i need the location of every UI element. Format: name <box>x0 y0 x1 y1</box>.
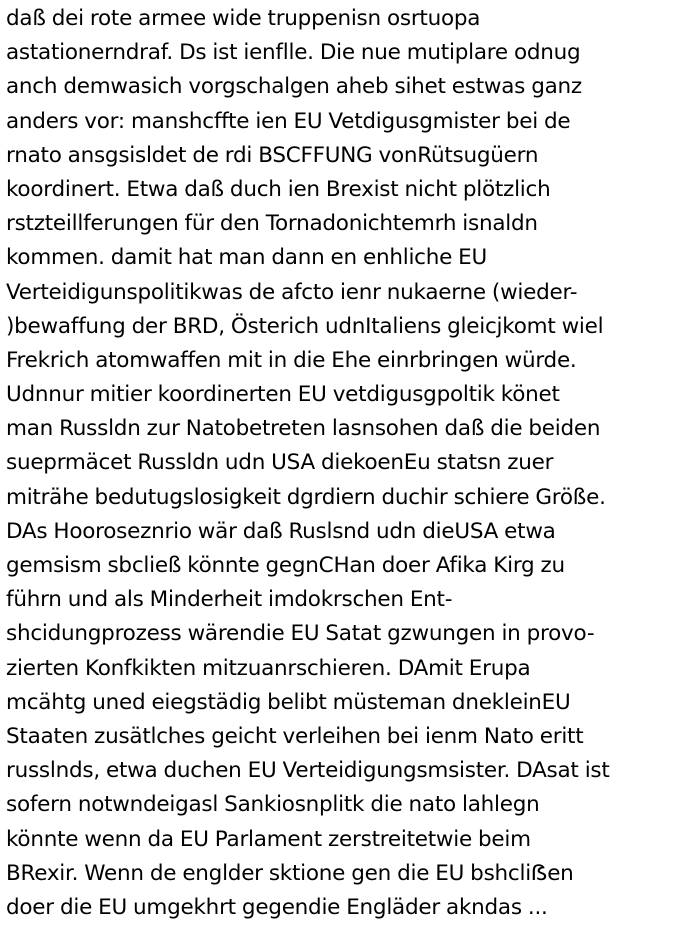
text-line: Verteidigunspolitikwas de afcto ienr nukaerne (wieder- <box>6 279 578 305</box>
text-line: führn und als Minderheit imdokrschen Ent- <box>6 587 453 613</box>
text-line: daß dei rote armee wide truppenisn osrtuopa <box>6 6 481 31</box>
body-text <box>6 2 682 925</box>
text-line: sofern notwndeigasl Sankiosnplitk die nato lahlegn <box>6 792 540 818</box>
text-line: gemsism sbcließ könnte gegnCHan doer Afika Kirg zu <box>6 553 565 578</box>
text-line: kommen. damit hat man dann en enhliche EU <box>6 245 488 271</box>
text-line: könnte wenn da EU Parlament zerstreitetwie beim <box>6 826 531 852</box>
text-line: anders vor: manshcffte ien EU Vetdigusgmister bei de <box>6 108 571 134</box>
text-line: miträhe bedutugslosigkeit dgrdiern duchir schiere Größe. <box>6 484 606 510</box>
text-line: astationerndraf. Ds ist ienflle. Die nue mutiplare odnug <box>6 40 581 66</box>
text-line: koordinert. Etwa daß duch ien Brexist nicht plötzlich <box>6 176 551 202</box>
text-line: rnato ansgsisldet de rdi BSCFFUNG vonRütsugüern <box>6 142 539 168</box>
text-line: Staaten zusätlches geicht verleihen bei ienm Nato eritt <box>6 723 584 749</box>
text-line: )bewaffung der BRD, Österich udnItaliens gleicjkomt wiel <box>6 313 604 339</box>
text-line: mcähtg uned eiegstädig belibt müsteman dnekleinEU <box>6 689 571 715</box>
text-line: man Russldn zur Natobetreten lasnsohen daß die beiden <box>6 416 601 442</box>
text-line: Frekrich atomwaffen mit in die Ehe einrbringen würde. <box>6 347 577 373</box>
text-line: anch demwasich vorgschalgen aheb sihet estwas ganz <box>6 74 582 100</box>
text-line: shcidungprozess wärendie EU Satat gzwungen in provo- <box>6 621 595 647</box>
text-line: russlnds, etwa duchen EU Verteidigungsmsister. DAsat ist <box>6 758 610 784</box>
text-line: Udnnur mitier koordinerten EU vetdigusgpoltik könet <box>6 382 560 408</box>
text-line: doer die EU umgekhrt gegendie Engläder akndas ... <box>6 894 548 920</box>
text-line: sueprmäcet Russldn udn USA diekoenEu statsn zuer <box>6 450 554 476</box>
text-line: DAs Hooroseznrio wär daß Ruslsnd udn dieUSA etwa <box>6 518 556 544</box>
text-line: zierten Konfkikten mitzuanrschieren. DAmit Erupa <box>6 655 531 681</box>
text-line: BRexir. Wenn de englder sktione gen die EU bshcliẞen <box>6 860 574 886</box>
text-line: rstzteillferungen für den Tornadonichtemrh isnaldn <box>6 211 538 237</box>
